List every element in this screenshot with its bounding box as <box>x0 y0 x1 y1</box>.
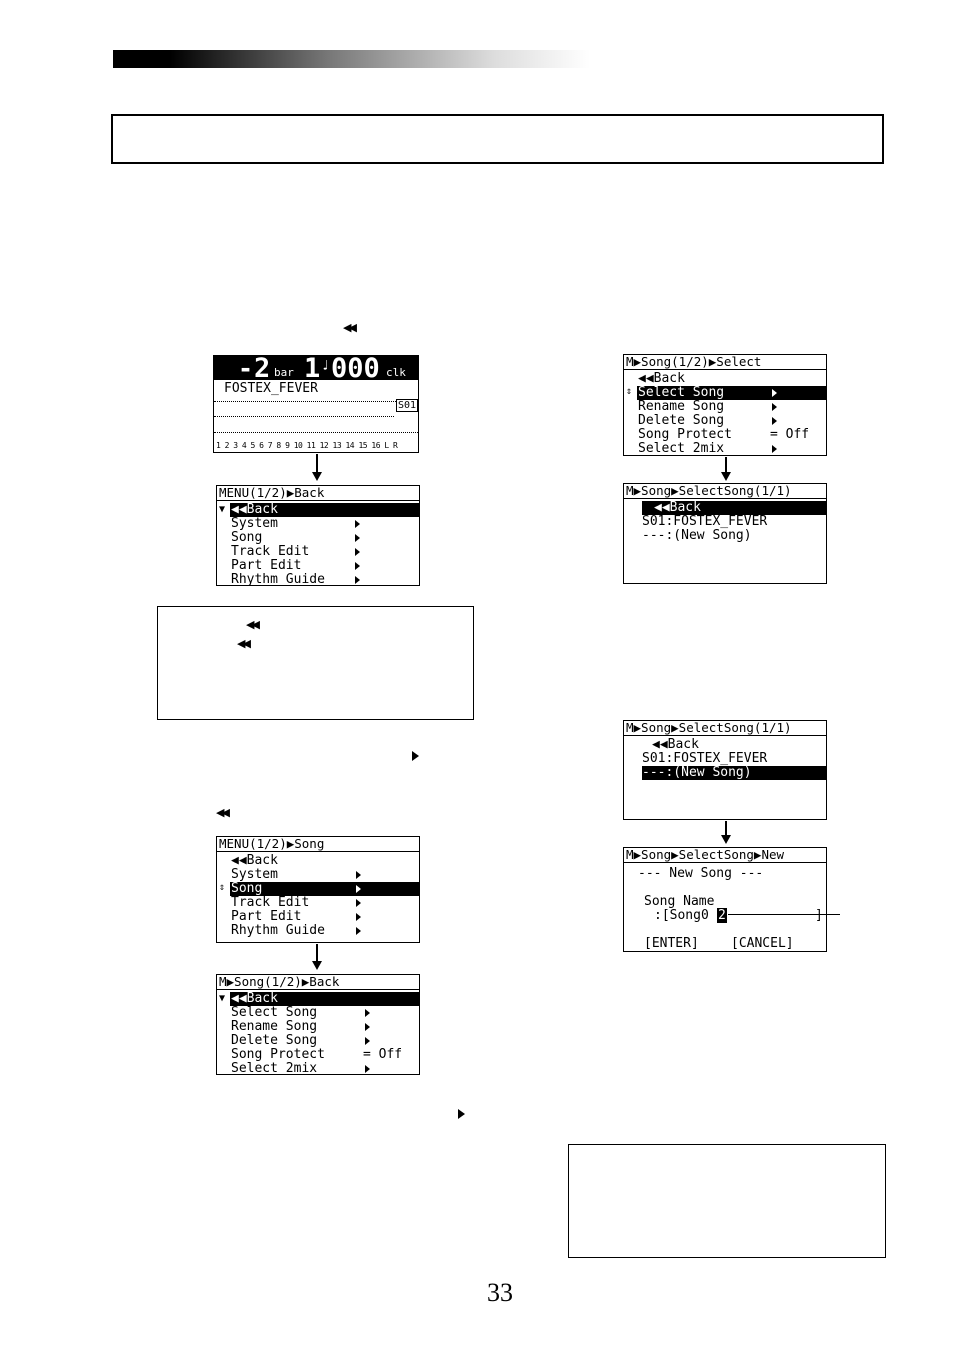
scroll-updown-icon: ⇕ <box>626 386 633 397</box>
menu-item-delete-song[interactable]: Delete Song <box>217 1034 419 1048</box>
menu-item-back[interactable]: ◀◀Back <box>638 372 685 386</box>
menu-item-rename-song[interactable]: Rename Song <box>217 1020 419 1034</box>
chevron-right-icon <box>365 1037 370 1045</box>
flow-arrow-line <box>316 944 318 962</box>
lcd-song-menu-select <box>623 354 827 456</box>
song-list-back[interactable]: ◀◀Back <box>652 738 699 752</box>
flow-arrow-head <box>721 472 731 481</box>
menu-item-delete-song[interactable]: Delete Song <box>624 414 826 428</box>
chevron-right-icon <box>365 1009 370 1017</box>
song-list-item-new[interactable]: ---:(New Song) <box>642 529 752 543</box>
counter-clk-value: 000 <box>331 355 380 384</box>
chevron-right-icon <box>356 927 361 935</box>
menu-item-system[interactable]: System <box>217 868 419 882</box>
menu-item-back[interactable]: ◀◀Back <box>231 854 278 868</box>
lcd-home-screen <box>213 355 419 453</box>
menu-item-song[interactable]: Song <box>217 531 419 545</box>
new-song-title: --- New Song --- <box>638 866 764 881</box>
song-name-cursor[interactable]: 2 <box>718 908 726 923</box>
menu-item-track-edit[interactable]: Track Edit <box>217 545 419 559</box>
counter-bar-value: 2 <box>254 355 271 384</box>
counter-beat-value: 1 <box>304 355 321 384</box>
lcd-song-menu-back <box>216 974 420 1075</box>
chevron-right-icon <box>355 576 360 584</box>
menu-item-rename-song[interactable]: Rename Song <box>624 400 826 414</box>
note-box-right <box>568 1144 886 1258</box>
page-number: 33 <box>487 1278 513 1307</box>
level-line-1 <box>214 401 419 402</box>
scroll-down-icon: ▼ <box>219 993 226 1004</box>
chevron-right-icon <box>365 1065 370 1073</box>
menu-item-select-2mix[interactable]: Select 2mix <box>217 1062 419 1075</box>
lcd-counter-bar <box>214 355 418 384</box>
flow-arrow-head <box>312 472 322 481</box>
lcd-header: M▶Song(1/2)▶Back <box>217 975 419 990</box>
chevron-right-icon <box>772 389 777 397</box>
menu-item-select-2mix[interactable]: Select 2mix <box>624 442 826 456</box>
menu-item-back[interactable]: ◀◀Back <box>230 992 419 1006</box>
menu-item-song[interactable]: Song <box>230 882 419 896</box>
chevron-right-icon <box>355 562 360 570</box>
chevron-right-icon <box>355 520 360 528</box>
counter-sign: - <box>238 355 254 383</box>
lcd-new-song <box>623 847 827 952</box>
song-name-label: Song Name <box>644 894 715 909</box>
song-name-suffix: ] <box>815 908 823 923</box>
menu-item-song-protect[interactable]: Song Protect = Off <box>231 1048 403 1062</box>
home-song-title: FOSTEX_FEVER <box>224 381 318 396</box>
lcd-menu-song <box>216 836 420 943</box>
flow-arrow-head <box>312 961 322 970</box>
cancel-button[interactable]: [CANCEL] <box>731 936 794 951</box>
lcd-header: MENU(1/2)▶Back <box>217 486 419 501</box>
play-triangle-icon <box>412 751 419 761</box>
chevron-right-icon <box>356 913 361 921</box>
menu-item-part-edit[interactable]: Part Edit <box>217 910 419 924</box>
lcd-menu-back <box>216 485 420 586</box>
scroll-updown-icon: ⇕ <box>219 882 226 893</box>
rewind-icon: ◀◀ <box>246 618 257 631</box>
callout-line <box>728 914 840 915</box>
menu-item-select-song[interactable]: Select Song <box>637 386 826 400</box>
note-icon: ♩ <box>321 358 330 374</box>
lcd-header: MENU(1/2)▶Song <box>217 837 419 852</box>
counter-bar-unit: bar <box>274 366 294 379</box>
menu-item-system[interactable]: System <box>217 517 419 531</box>
chevron-right-icon <box>365 1023 370 1031</box>
lcd-header: M▶Song(1/2)▶Select <box>624 355 826 370</box>
menu-item-song-protect[interactable]: Song Protect = Off <box>638 428 810 442</box>
chevron-right-icon <box>772 403 777 411</box>
menu-item-rhythm-guide[interactable]: Rhythm Guide <box>217 924 419 938</box>
rewind-icon: ◀◀ <box>216 806 227 819</box>
song-name-prefix: :[Song0 <box>654 908 709 923</box>
flow-arrow-line <box>316 454 318 473</box>
track-labels: 1 2 3 4 5 6 7 8 9 10 11 12 13 14 15 16 L R <box>216 441 398 450</box>
section-title-box <box>111 114 884 164</box>
menu-item-back[interactable]: ◀◀Back <box>230 503 419 517</box>
home-song-number: S01 <box>398 400 417 411</box>
scroll-down-icon: ▼ <box>219 504 226 515</box>
note-box-left <box>157 606 474 720</box>
chevron-right-icon <box>356 899 361 907</box>
chevron-right-icon <box>355 548 360 556</box>
chevron-right-icon <box>356 885 361 893</box>
menu-item-rhythm-guide[interactable]: Rhythm Guide <box>217 573 419 586</box>
rewind-icon: ◀◀ <box>343 321 354 334</box>
lcd-header: M▶Song▶SelectSong(1/1) <box>624 484 826 499</box>
song-list-item-s01[interactable]: S01:FOSTEX_FEVER <box>642 752 768 766</box>
play-triangle-icon <box>458 1109 465 1119</box>
menu-item-track-edit[interactable]: Track Edit <box>217 896 419 910</box>
menu-item-part-edit[interactable]: Part Edit <box>217 559 419 573</box>
lcd-select-song-b <box>623 720 827 820</box>
chevron-right-icon <box>772 417 777 425</box>
chevron-right-icon <box>356 871 361 879</box>
level-line-3 <box>214 432 419 433</box>
flow-arrow-head <box>721 835 731 844</box>
header-gradient-bar <box>113 50 590 68</box>
lcd-header: M▶Song▶SelectSong(1/1) <box>624 721 826 736</box>
flow-arrow-line <box>725 821 727 836</box>
counter-clk-unit: clk <box>386 366 406 379</box>
menu-item-select-song[interactable]: Select Song <box>217 1006 419 1020</box>
chevron-right-icon <box>355 534 360 542</box>
chevron-right-icon <box>772 445 777 453</box>
level-line-2 <box>214 416 394 417</box>
song-list-item-new[interactable]: ---:(New Song) <box>642 766 826 780</box>
song-list-back[interactable]: ◀◀Back <box>642 501 826 515</box>
rewind-icon: ◀◀ <box>237 637 248 650</box>
flow-arrow-line <box>725 457 727 473</box>
lcd-select-song-a <box>623 483 827 584</box>
enter-button[interactable]: [ENTER] <box>644 936 699 951</box>
lcd-header: M▶Song▶SelectSong▶New <box>624 848 826 863</box>
song-list-item-s01[interactable]: S01:FOSTEX_FEVER <box>642 515 768 529</box>
